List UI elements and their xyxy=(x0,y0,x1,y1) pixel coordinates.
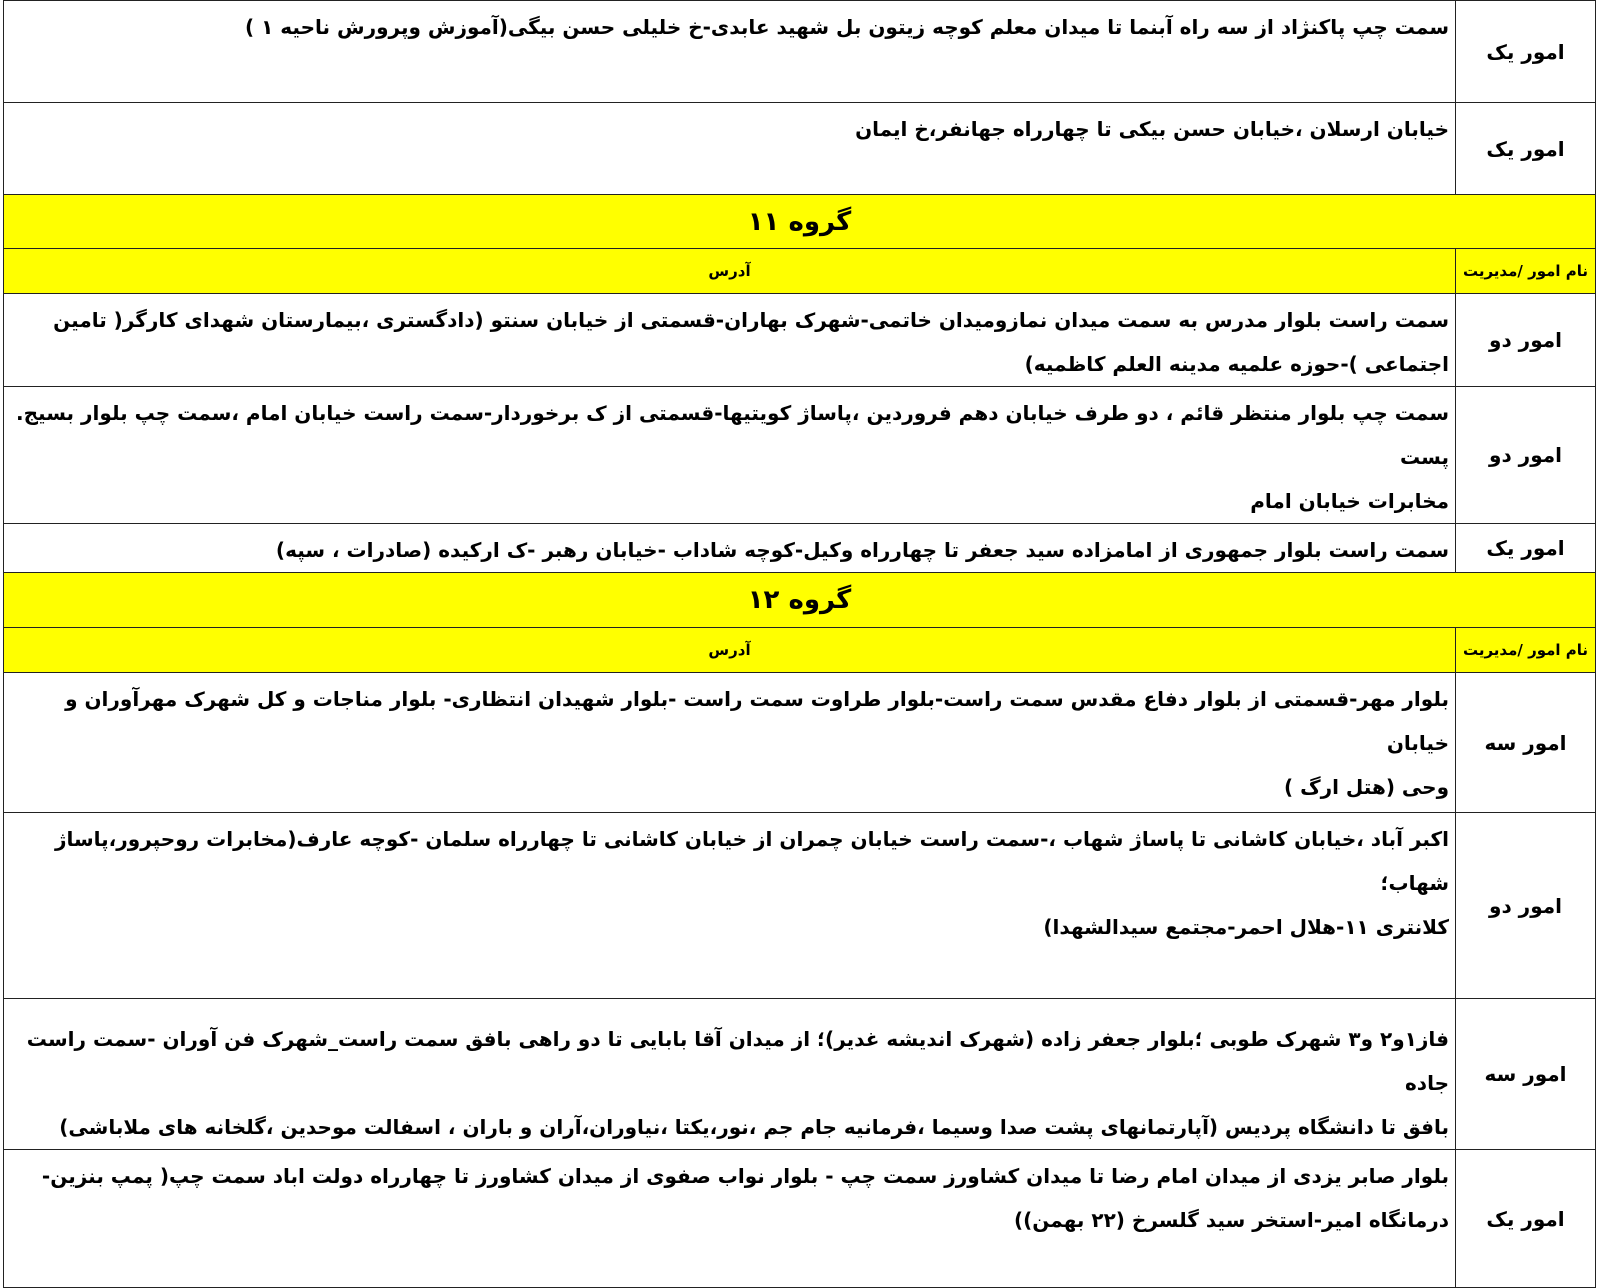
dept-cell: امور دو xyxy=(1456,813,1596,999)
table-row xyxy=(4,294,1596,387)
address-cell xyxy=(4,1150,1456,1288)
table-row xyxy=(4,813,1596,999)
outage-schedule-table xyxy=(3,0,1596,1288)
address-line: وحی (هتل ارگ ) xyxy=(1284,775,1449,799)
address-cell xyxy=(4,1,1456,103)
table-row xyxy=(4,103,1596,195)
address-line: بلوار صابر یزدی از میدان امام رضا تا میدان کشاورز سمت چپ - بلوار نواب صفوی از میدان کشاورز تا چهارراه دولت اباد سمت چپ( پمپ بنزین- xyxy=(41,1164,1449,1188)
dept-cell: امور یک xyxy=(1456,103,1596,195)
table-row xyxy=(4,999,1596,1150)
address-line: مخابرات خیابان امام xyxy=(1250,489,1449,513)
dept-cell: امور یک xyxy=(1456,1150,1596,1288)
address-line: اکبر آباد ،خیابان کاشانی تا پاساژ شهاب ،-سمت راست خیابان چمران از خیابان کاشانی تا چهارراه سلمان -کوچه عارف(مخابرات روحپرور،پاساژ شهاب؛ xyxy=(54,827,1449,895)
address-cell xyxy=(4,387,1456,524)
dept-cell: امور سه xyxy=(1456,673,1596,813)
dept-cell: امور سه xyxy=(1456,999,1596,1150)
table-row xyxy=(4,524,1596,573)
group-title: گروه ۱۱ xyxy=(4,195,1596,249)
address-cell xyxy=(4,813,1456,999)
group-title-row xyxy=(4,573,1596,628)
header-address: آدرس xyxy=(4,628,1456,673)
table-row xyxy=(4,1150,1596,1288)
table-row xyxy=(4,387,1596,524)
address-line: سمت چپ پاکنژاد از سه راه آبنما تا میدان معلم کوچه زیتون بل شهید عابدی-خ خلیلی حسن بیگی(آموزش وپرورش ناحیه ۱ ) xyxy=(244,15,1449,39)
dept-cell: امور دو xyxy=(1456,294,1596,387)
address-line: بافق تا دانشگاه پردیس (آپارتمانهای پشت صدا وسیما ،فرمانیه جام جم ،نور،یکتا ،نیاوران،آران و باران ، اسفالت موحدین ،گلخانه های ملاباشی) xyxy=(59,1115,1449,1139)
group-title-row xyxy=(4,195,1596,249)
dept-cell: امور یک xyxy=(1456,1,1596,103)
address-line: فاز۱و۲ و۳ شهرک طوبی ؛بلوار جعفر زاده (شهرک اندیشه غدیر)؛ از میدان آقا بابایی تا دو راهی بافق سمت راست_شهرک فن آوران -سمت راست جاده xyxy=(26,1027,1449,1095)
address-cell xyxy=(4,673,1456,813)
table-row xyxy=(4,673,1596,813)
address-line: سمت چپ بلوار منتظر قائم ، دو طرف خیابان دهم فروردین ،پاساژ کویتیها-قسمتی از ک برخوردار-سمت راست خیابان امام ،سمت چپ بلوار بسیج. پست xyxy=(16,401,1449,469)
dept-cell: امور دو xyxy=(1456,387,1596,524)
group-title: گروه ۱۲ xyxy=(4,573,1596,628)
header-address: آدرس xyxy=(4,249,1456,294)
address-line: درمانگاه امیر-استخر سید گلسرخ (۲۲ بهمن)) xyxy=(1014,1208,1449,1232)
address-cell xyxy=(4,999,1456,1150)
address-cell xyxy=(4,294,1456,387)
address-line: کلانتری ۱۱-هلال احمر-مجتمع سیدالشهدا) xyxy=(1043,915,1449,939)
dept-cell: امور یک xyxy=(1456,524,1596,573)
address-line: سمت راست بلوار مدرس به سمت میدان نمازومیدان خاتمی-شهرک بهاران-قسمتی از خیابان سنتو (دادگستری ،بیمارستان شهدای کارگر( تامین xyxy=(53,308,1449,332)
address-line: خیابان ارسلان ،خیابان حسن بیکی تا چهارراه جهانفر،خ ایمان xyxy=(855,117,1449,141)
address-cell xyxy=(4,103,1456,195)
address-cell xyxy=(4,524,1456,573)
address-line: بلوار مهر-قسمتی از بلوار دفاع مقدس سمت راست-بلوار طراوت سمت راست -بلوار شهیدان انتظاری- بلوار مناجات و کل شهرک مهرآوران و خیابان xyxy=(65,687,1449,755)
header-dept: نام امور /مدیریت xyxy=(1456,249,1596,294)
header-row xyxy=(4,249,1596,294)
address-line: اجتماعی )-حوزه علمیه مدینه العلم کاظمیه) xyxy=(1024,352,1449,376)
address-line: سمت راست بلوار جمهوری از امامزاده سید جعفر تا چهارراه وکیل-کوچه شاداب -خیابان رهبر -ک ارکیده (صادرات ، سپه) xyxy=(275,538,1449,562)
header-dept: نام امور /مدیریت xyxy=(1456,628,1596,673)
header-row xyxy=(4,628,1596,673)
table-row xyxy=(4,1,1596,103)
